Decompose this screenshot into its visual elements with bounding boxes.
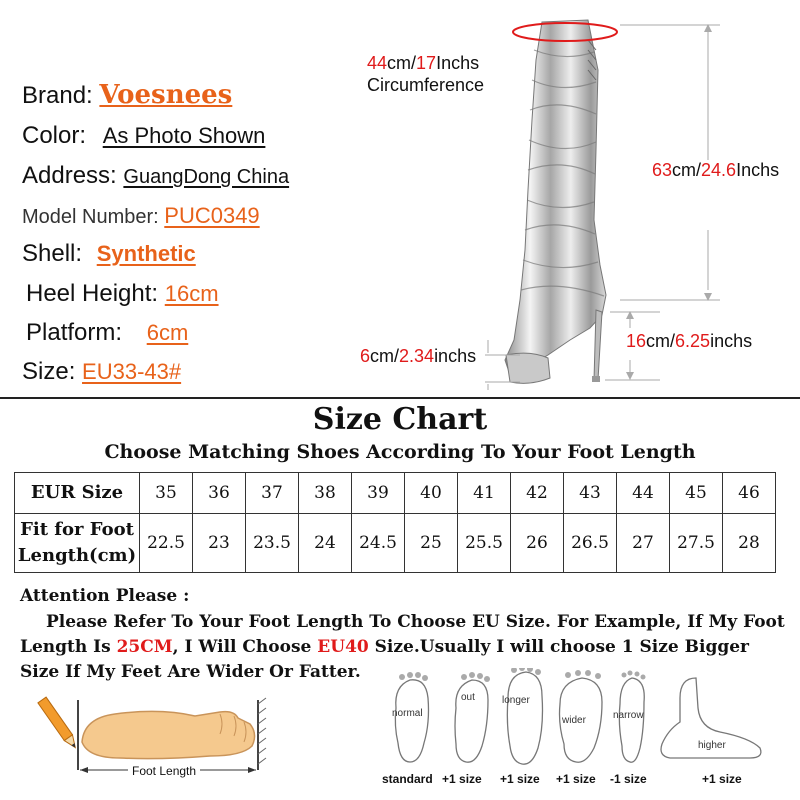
shell-value: Synthetic xyxy=(96,241,196,266)
spec-label: Size: xyxy=(22,358,76,385)
foot-type-label: out xyxy=(461,692,475,703)
foot-length-cell: 26 xyxy=(511,514,564,573)
eur-size-cell: 45 xyxy=(670,473,723,514)
heel-height-measure: 16cm/6.25inchs xyxy=(626,331,753,351)
foot-type-size: -1 size xyxy=(610,772,647,786)
spec-label: Model Number: xyxy=(22,206,159,228)
circumference-label: Circumference xyxy=(367,75,485,95)
eur-size-cell: 38 xyxy=(299,473,352,514)
foot-length-cell: 24 xyxy=(299,514,352,573)
spec-label: Brand: xyxy=(22,82,93,109)
foot-length-label: Foot Length xyxy=(128,764,200,778)
foot-type-label: higher xyxy=(698,740,726,751)
platform-measure: 6cm/2.34inchs xyxy=(360,346,477,366)
size-value: EU33-43# xyxy=(82,359,182,384)
foot-types-illustration xyxy=(380,668,800,770)
eur-size-cell: 41 xyxy=(458,473,511,514)
eur-size-cell: 39 xyxy=(352,473,405,514)
foot-type-size: +1 size xyxy=(442,772,482,786)
eur-size-cell: 42 xyxy=(511,473,564,514)
eur-size-row xyxy=(15,473,776,514)
platform-value: 6cm xyxy=(146,320,189,345)
foot-length-cell: 24.5 xyxy=(352,514,405,573)
spec-brand xyxy=(22,80,232,110)
foot-length-cell: 23 xyxy=(193,514,246,573)
foot-length-row xyxy=(15,514,776,573)
spec-size xyxy=(22,358,181,386)
foot-length-cell: 27 xyxy=(617,514,670,573)
spec-label: Shell: xyxy=(22,240,83,267)
shaft-height-measure: 63cm/24.6Inchs xyxy=(652,160,780,180)
eur-size-cell: 36 xyxy=(193,473,246,514)
size-chart-subtitle: Choose Matching Shoes According To Your Foot Length xyxy=(104,441,696,463)
circumference-measure: 44cm/17Inchs xyxy=(367,53,480,73)
foot-length-header: Fit for Foot Length(cm) xyxy=(15,514,140,573)
example-length: 25CM xyxy=(116,637,173,657)
foot-type-label: wider xyxy=(562,715,586,726)
heel-value: 16cm xyxy=(164,281,219,306)
attention-heading: Attention Please : xyxy=(20,586,190,606)
eur-size-cell: 37 xyxy=(246,473,299,514)
foot-type-size: +1 size xyxy=(556,772,596,786)
foot-length-cell: 27.5 xyxy=(670,514,723,573)
spec-address xyxy=(22,162,289,190)
spec-label: Color: xyxy=(22,122,87,149)
spec-label: Address: xyxy=(22,162,117,189)
foot-normal-outline xyxy=(395,680,428,762)
foot-longer-outline xyxy=(507,672,542,764)
foot-length-cell: 25 xyxy=(405,514,458,573)
model-value: PUC0349 xyxy=(164,203,260,228)
foot-type-label: narrow xyxy=(613,710,644,721)
address-value: GuangDong China xyxy=(123,166,290,188)
eur-size-cell: 35 xyxy=(140,473,193,514)
foot-type-label: normal xyxy=(392,708,423,719)
size-chart-table xyxy=(14,472,776,573)
foot-length-cell: 28 xyxy=(723,514,776,573)
eur-size-cell: 43 xyxy=(564,473,617,514)
spec-model xyxy=(22,203,260,229)
eur-size-cell: 46 xyxy=(723,473,776,514)
foot-length-cell: 26.5 xyxy=(564,514,617,573)
foot-type-size: standard xyxy=(382,772,433,786)
spec-shell xyxy=(22,240,196,268)
eur-size-cell: 40 xyxy=(405,473,458,514)
foot-length-cell: 22.5 xyxy=(140,514,193,573)
foot-type-size: +1 size xyxy=(702,772,742,786)
attention-note: Please Refer To Your Foot Length To Choose EU Size. For Example, If My Foot Length Is 25CM, I Will Choose EU40 Size.Usually I will choose 1 Size Bigger Size If My Feet Are Wider Or Fatter. xyxy=(20,612,785,682)
foot-type-size: +1 size xyxy=(500,772,540,786)
foot-type-label: longer xyxy=(502,695,530,706)
spec-heel xyxy=(26,280,219,308)
brand-value: Voesnees xyxy=(99,80,233,110)
spec-label: Platform: xyxy=(26,319,123,346)
spec-label: Heel Height: xyxy=(26,280,159,307)
color-value: As Photo Shown xyxy=(102,123,266,148)
foot-length-cell: 23.5 xyxy=(246,514,299,573)
section-divider xyxy=(0,397,800,399)
spec-color xyxy=(22,122,265,150)
eur-size-cell: 44 xyxy=(617,473,670,514)
foot-length-cell: 25.5 xyxy=(458,514,511,573)
spec-platform xyxy=(26,319,188,347)
example-size: EU40 xyxy=(317,637,369,657)
eur-size-header: EUR Size xyxy=(15,473,140,514)
size-chart-title: Size Chart xyxy=(312,402,488,437)
